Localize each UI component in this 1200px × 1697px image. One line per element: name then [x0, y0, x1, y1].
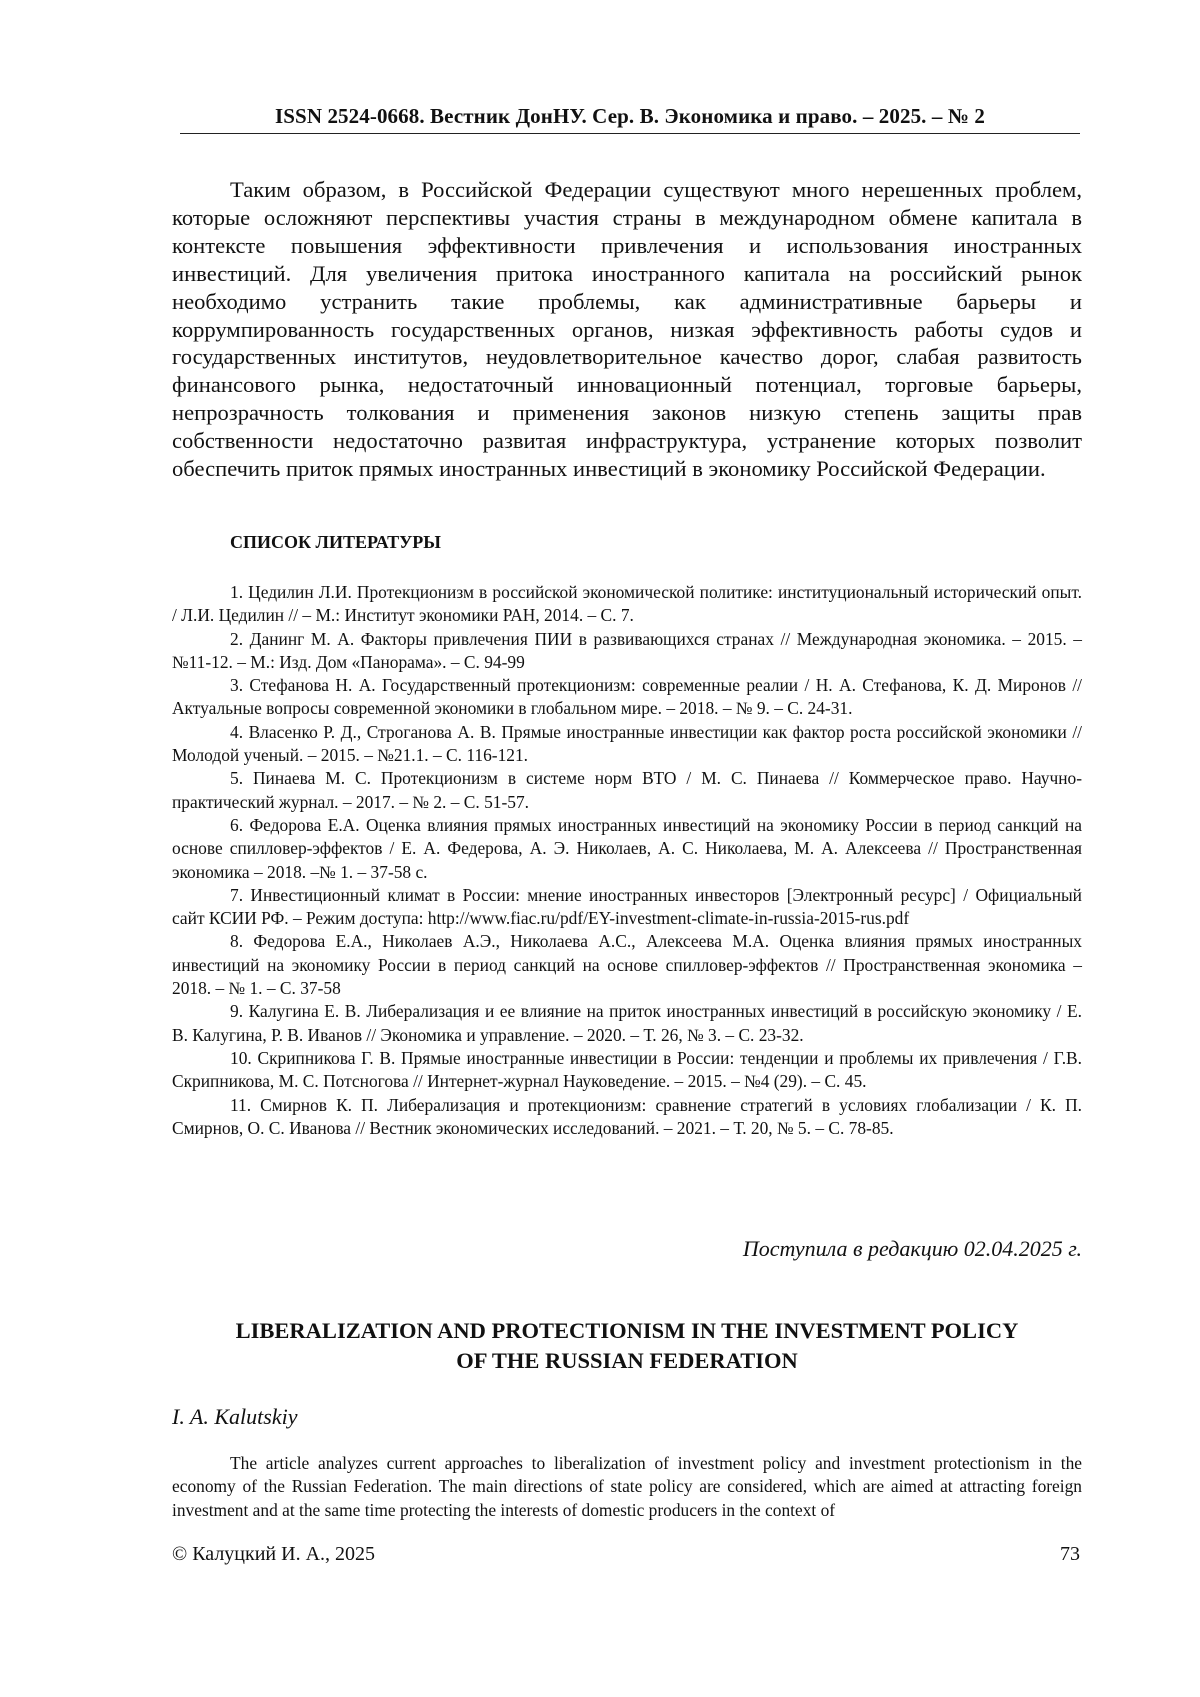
references-heading: СПИСОК ЛИТЕРАТУРЫ	[230, 532, 441, 552]
copyright-footer: © Калуцкий И. А., 2025	[172, 1543, 376, 1565]
english-abstract: The article analyzes current approaches to liberalization of investment policy and investment protectionism in the economy of the Russian Federation. The main directions of state policy are considered, which are aimed at attracting foreign investment and at the same time protecting the interests of domestic producers in the context of	[172, 1453, 1082, 1520]
reference-item: 9. Калугина Е. В. Либерализация и ее влияние на приток иностранных инвестиций в российскую экономику / Е. В. Калугина, Р. В. Иванов // Экономика и управление. – 2020. – Т. 26, № 3. – С. 23-32.	[172, 1001, 1082, 1045]
reference-item: 10. Скрипникова Г. В. Прямые иностранные инвестиции в России: тенденции и проблемы их привлечения / Г.В. Скрипникова, М. С. Потсногова // Интернет-журнал Науковедение. – 2015. – №4 (29). – С. 45.	[172, 1047, 1082, 1092]
reference-item: 2. Данинг М. А. Факторы привлечения ПИИ в развивающихся странах // Международная экономика. – 2015. – №11-12. – М.: Изд. Дом «Панорама». – С. 94-99	[172, 628, 1082, 672]
reference-item: 6. Федорова Е.А. Оценка влияния прямых иностранных инвестиций на экономику России в период санкций на основе спилловер-эффектов / Е. А. Федерова, А. Э. Николаев, А. С. Николаева, М. А. Алексеева // Пространственная экономика – 2018. –№ 1. – 37-58 с.	[172, 814, 1082, 882]
body-paragraph: Таким образом, в Российской Федерации существуют много нерешенных проблем, которые осложняют перспективы участия страны в международном обмене капитала в контексте повышения эффективности привлечения и использования иностранных инвестиций. Для увеличения притока иностранного капитала на российский рынок необходимо устранить такие проблемы, как административные барьеры и коррумпированность государственных органов, низкая эффективность работы судов и государственных институтов, неудовлетворительное качество дорог, слабая развитость финансового рынка, недостаточный инновационный потенциал, торговые барьеры, непрозрачность толкования и применения законов низкую степень защиты прав собственности недостаточно развитая инфраструктура, устранение которых позволит обеспечить приток прямых иностранных инвестиций в экономику Российской Федерации.	[172, 177, 1082, 482]
reference-item-with-link[interactable]: 7. Инвестиционный климат в России: мнение иностранных инвесторов [Электронный ресурс] / Официальный сайт КСИИ РФ. – Режим доступа: http://www.fiac.ru/pdf/EY-investment-climate-in-russia-2015-rus.pdf	[172, 884, 1082, 929]
header-divider	[180, 133, 1080, 134]
reference-item: 3. Стефанова Н. А. Государственный протекционизм: современные реалии / Н. А. Стефанова, К. Д. Миронов // Актуальные вопросы современной экономики в глобальном мире. – 2018. – № 9. – С. 24-31.	[172, 675, 1082, 719]
page-number: 73	[1060, 1543, 1080, 1565]
reference-item: 4. Власенко Р. Д., Строганова А. В. Прямые иностранные инвестиции как фактор роста российской экономики // Молодой ученый. – 2015. – №21.1. – С. 116-121.	[172, 721, 1082, 766]
received-date: Поступила в редакцию 02.04.2025 г.	[742, 1236, 1082, 1261]
reference-item: 8. Федорова Е.А., Николаев А.Э., Николаева А.С., Алексеева М.А. Оценка влияния прямых иностранных инвестиций на экономику России в период санкций на основе спилловер-эффектов // Пространственная экономика – 2018. – № 1. – С. 37-58	[172, 931, 1082, 999]
reference-item: 11. Смирнов К. П. Либерализация и протекционизм: сравнение стратегий в условиях глобализации / К. П. Смирнов, О. С. Иванова // Вестник экономических исследований. – 2021. – Т. 20, № 5. – С. 78-85.	[172, 1094, 1082, 1138]
reference-item: 5. Пинаева М. С. Протекционизм в системе норм ВТО / М. С. Пинаева // Коммерческое право. Научно-практический журнал. – 2017. – № 2. – С. 51-57.	[172, 768, 1082, 812]
references-list	[172, 581, 1082, 1140]
english-title	[172, 1316, 1082, 1376]
author-name: I. A. Kalutskiy	[172, 1404, 298, 1429]
english-title-line-2: OF THE RUSSIAN FEDERATION	[456, 1348, 798, 1373]
english-title-line-1: LIBERALIZATION AND PROTECTIONISM IN THE INVESTMENT POLICY	[235, 1318, 1019, 1343]
reference-item: 1. Цедилин Л.И. Протекционизм в российской экономической политике: институциональный исторический опыт. / Л.И. Цедилин // – М.: Институт экономики РАН, 2014. – С. 7.	[172, 582, 1082, 626]
journal-header: ISSN 2524-0668. Вестник ДонНУ. Сер. В. Экономика и право. – 2025. – № 2	[275, 104, 985, 128]
